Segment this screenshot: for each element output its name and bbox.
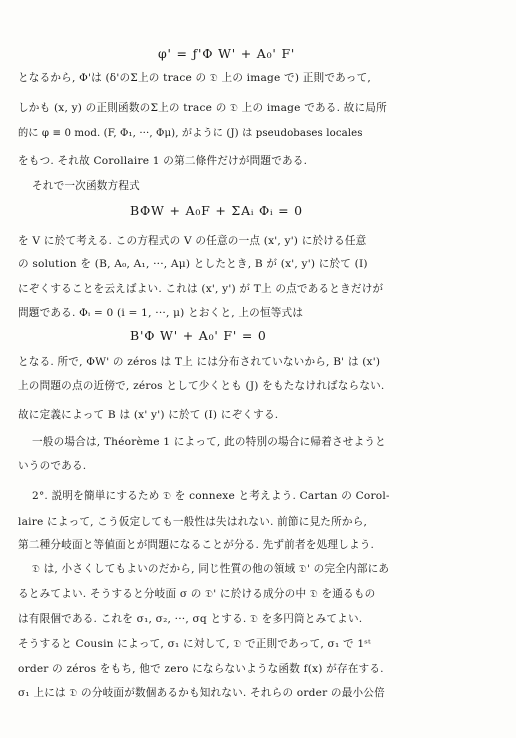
- text-line-2: しかも (x, y) の正則函数のΣ上の trace の 𝔇 上の image である. 故に局所: [18, 102, 387, 114]
- text-line-23: σ₁ 上には 𝔇 の分岐面が数個あるかも知れない. それらの order の最小公倍: [18, 687, 385, 699]
- text-line-17: 第二種分岐面と等値面とが問題になることが分る. 先ず前者を処理しよう.: [18, 539, 375, 551]
- text-line-7: の solution を (B, A₀, A₁, ···, Aμ) としたとき, B が (x', y') に於て (I): [18, 258, 368, 270]
- text-line-8: にぞくすることを云えばよい. これは (x', y') が T上 の点であるときだけが: [18, 283, 384, 295]
- text-line-15: 2°. 説明を簡単にするため 𝔇 を connexe と考えよう. Cartan の Corol-: [32, 490, 390, 502]
- text-line-20: は有限個である. これを σ₁, σ₂, ···, σq とする. 𝔇 を多円筒とみてよい.: [18, 613, 363, 625]
- text-line-21: そうすると Cousin によって, σ₁ に対して, 𝔇 で正則であって, σ₁ で 1ˢᵗ: [18, 638, 371, 650]
- text-line-10: となる. 所で, ΦW' の zéros は T上 には分布されていないから, B' は (x'): [18, 356, 381, 368]
- text-line-14: いうのである.: [18, 460, 87, 472]
- text-line-22: order の zéros をもち, 他で zero にならないような函数 f(x) が存在する.: [18, 663, 384, 675]
- text-line-19: るとみてよい. そうすると分岐面 σ の 𝔇' に於ける成分の中 𝔇 を通るもの: [18, 588, 376, 600]
- equation-3: B'Φ W' + A₀' F' = 0: [130, 328, 267, 343]
- text-line-1: となるから, Φ'は (δ'のΣ上の trace の 𝔇 上の image で) 正則であって,: [18, 72, 371, 84]
- equation-1: φ' = ƒ'Φ W' + A₀' F': [158, 46, 296, 61]
- text-line-16: laire によって, こう仮定しても一般性は失はれない. 前節に見た所から,: [18, 516, 368, 528]
- text-line-18: 𝔇 は, 小さくしてもよいのだから, 同じ性質の他の領域 𝔇' の完全内部にあ: [32, 563, 390, 575]
- text-line-4: をもつ. それ故 Corollaire 1 の第二條件だけが問題である.: [18, 155, 308, 167]
- text-line-3: 的に φ ≡ 0 mod. (F, Φ₁, ···, Φμ), がように (J) は pseudobases locales: [18, 128, 363, 139]
- text-line-12: 故に定義によって B は (x' y') に於て (I) にぞくする.: [18, 409, 279, 421]
- equation-2: BΦW + A₀F + ΣAᵢ Φᵢ = 0: [130, 203, 303, 218]
- text-line-9: 問題である. Φᵢ = 0 (i = 1, ···, μ) とおくと, 上の恒等式は: [18, 307, 304, 319]
- text-line-13: 一般の場合は, Théorème 1 によって, 此の特別の場合に帰着させようと: [32, 436, 386, 448]
- text-line-6: を V に於て考える. この方程式の V の任意の一点 (x', y') に於ける任意: [18, 235, 367, 247]
- text-line-11: 上の問題の点の近傍で, zéros として少くとも (J) をもたなければならない.: [18, 380, 385, 392]
- text-line-5: それで一次函数方程式: [32, 180, 140, 192]
